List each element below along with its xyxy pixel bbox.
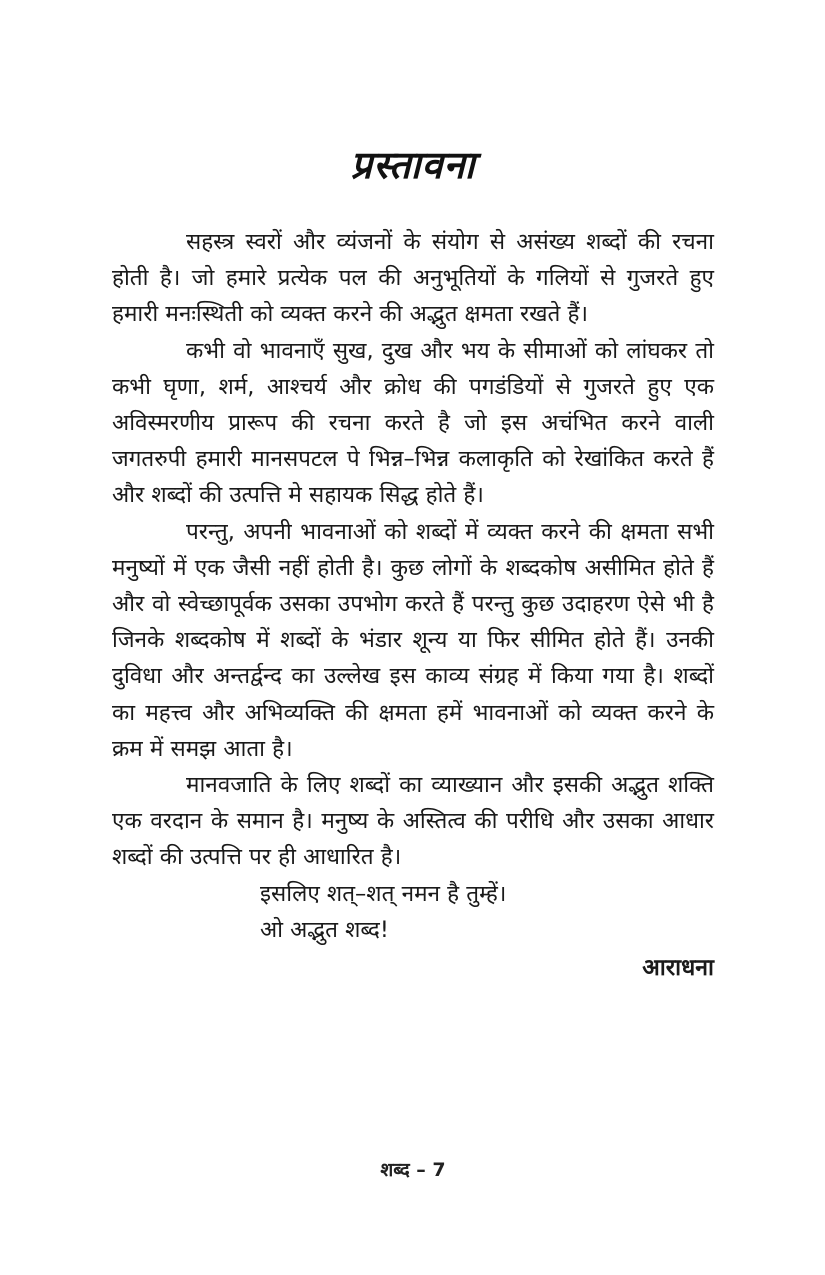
footer-separator: – [416,1159,426,1181]
author-signature: आराधना [642,955,714,982]
closing-line: इसलिए शत्–शत् नमन है तुम्हें। [260,880,507,907]
page-title: प्रस्तावना [350,143,476,187]
paragraph: सहस्त्र स्वरों और व्यंजनों के संयोग से असंख्य शब्दों की रचना होती है। जो हमारे प्रत्येक पल की अनुभूतियों के गलियों से गुजरते हुए हमारी मनःस्थिती को व्यक्त करने की अद्भुत क्षमता रखते हैं। [112,229,714,328]
paragraph: कभी वो भावनाएँ सुख, दुख और भय के सीमाओं को लांघकर तो कभी घृणा, शर्म, आश्चर्य और क्रोध की पगडंडियों से गुजरते हुए एक अविस्मरणीय प्रारूप की रचना करते है जो इस अचंभित करने वाली जगतरुपी हमारी मानसपटल पे भिन्न–भिन्न कलाकृति को रेखांकित करते हैं और शब्दों की उत्पत्ति मे सहायक सिद्ध होते हैं। [112,337,714,509]
page-number: 7 [432,1159,446,1181]
closing-lines [112,876,714,948]
closing-line: ओ अद्भुत शब्द! [260,916,389,943]
preface-body [112,224,714,986]
paragraph: मानवजाति के लिए शब्दों का व्याख्यान और इसकी अद्भुत शक्ति एक वरदान के समान है। मनुष्य के अस्तित्व की परीधि और उसका आधार शब्दों की उत्पत्ति पर ही आधारित है। [112,772,714,871]
paragraph: परन्तु, अपनी भावनाओं को शब्दों में व्यक्त करने की क्षमता सभी मनुष्यों में एक जैसी नहीं होती है। कुछ लोगों के शब्दकोष असीमित होते हैं और वो स्वेच्छापूर्वक उसका उपभोग करते हैं परन्तु कुछ उदाहरण ऐसे भी है जिनके शब्दकोष में शब्दों के भंडार शून्य या फिर सीमित होते हैं। उनकी दुविधा और अन्तर्द्वन्द का उल्लेख इस काव्य संग्रह में किया गया है। शब्दों का महत्त्व और अभिव्यक्ति की क्षमता हमें भावनाओं को व्यक्त करने के क्रम में समझ आता है। [112,518,714,762]
footer-book-title: शब्द [380,1159,410,1181]
page-footer [112,1156,714,1182]
